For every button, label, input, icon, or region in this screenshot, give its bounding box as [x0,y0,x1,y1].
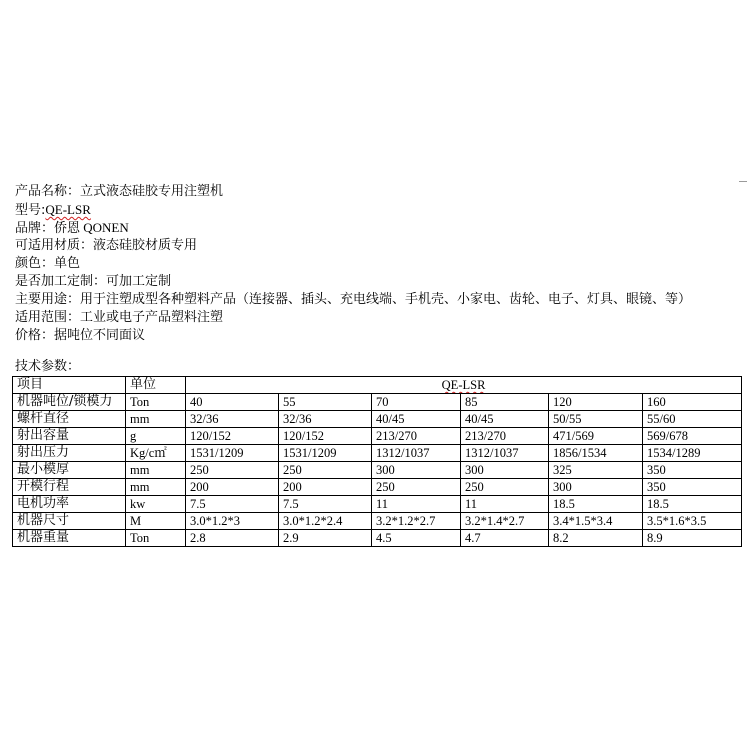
row-value: 4.5 [372,530,461,547]
label: 价格： [15,328,55,343]
row-value: 8.9 [643,530,742,547]
label: 产品名称： [15,184,81,199]
row-value: 213/270 [461,428,549,445]
row-value: 120 [549,394,643,411]
row-item: 机器尺寸 [13,513,126,530]
row-unit: kw [126,496,186,513]
row-value: 4.7 [461,530,549,547]
row-value: 3.0*1.2*2.4 [279,513,372,530]
row-unit: Kg/c㎡ [126,445,186,462]
info-line-price [15,327,740,345]
row-value: 325 [549,462,643,479]
row-value: 1856/1534 [549,445,643,462]
row-value: 200 [279,479,372,496]
row-value: 213/270 [372,428,461,445]
row-item: 射出压力 [13,445,126,462]
header-model [186,377,742,394]
header-model-text: QE-LSR [441,378,486,392]
label: 适用范围： [15,310,81,325]
row-unit: mm [126,479,186,496]
value: 可加工定制 [106,274,172,289]
label: 型号: [15,203,46,218]
row-value: 3.2*1.2*2.7 [372,513,461,530]
row-value: 11 [372,496,461,513]
row-item: 开模行程 [13,479,126,496]
row-value: 3.0*1.2*3 [186,513,279,530]
label: 可适用材质： [15,238,94,253]
value: 据吨位不同面议 [54,328,146,343]
table-row [13,496,742,513]
page-edge-mark [739,181,747,182]
row-value: 569/678 [643,428,742,445]
row-value: 120/152 [279,428,372,445]
row-value: 3.4*1.5*3.4 [549,513,643,530]
row-value: 70 [372,394,461,411]
row-item: 机器重量 [13,530,126,547]
value: QE-LSR [45,202,91,217]
row-value: 40/45 [461,411,549,428]
row-value: 1531/1209 [279,445,372,462]
row-value: 300 [549,479,643,496]
row-value: 11 [461,496,549,513]
row-value: 250 [279,462,372,479]
table-row [13,479,742,496]
row-value: 40 [186,394,279,411]
tech-params-table [12,376,742,547]
row-value: 2.9 [279,530,372,547]
row-unit: g [126,428,186,445]
table-row [13,445,742,462]
row-value: 200 [186,479,279,496]
row-value: 8.2 [549,530,643,547]
row-value: 55 [279,394,372,411]
info-line-material [15,237,740,255]
value: 用于注塑成型各种塑料产品（连接器、插头、充电线端、手机壳、小家电、齿轮、电子、灯具、眼镜、等） [80,292,692,307]
value: 工业或电子产品塑料注塑 [80,310,224,325]
section-title: 技术参数： [15,359,81,374]
row-value: 471/569 [549,428,643,445]
info-line-usage [15,291,740,309]
row-unit: Ton [126,394,186,411]
info-line-scope [15,309,740,327]
row-value: 300 [461,462,549,479]
row-value: 160 [643,394,742,411]
info-line-color [15,255,740,273]
table-header-row [13,377,742,394]
row-value: 1312/1037 [372,445,461,462]
table-row [13,394,742,411]
table-row [13,513,742,530]
row-value: 3.5*1.6*3.5 [643,513,742,530]
row-item: 螺杆直径 [13,411,126,428]
row-value: 250 [372,479,461,496]
row-value: 350 [643,479,742,496]
value: 立式液态硅胶专用注塑机 [80,184,224,199]
row-item: 机器吨位/锁模力 [13,394,126,411]
row-value: 1531/1209 [186,445,279,462]
row-value: 120/152 [186,428,279,445]
table-row [13,411,742,428]
row-unit: Ton [126,530,186,547]
row-value: 1534/1289 [643,445,742,462]
row-value: 7.5 [186,496,279,513]
row-value: 1312/1037 [461,445,549,462]
table-row [13,530,742,547]
info-line-custom [15,273,740,291]
row-unit: M [126,513,186,530]
table-row [13,428,742,445]
value: 液态硅胶材质专用 [93,238,198,253]
info-line-name [15,183,740,201]
product-info [15,183,740,345]
row-value: 7.5 [279,496,372,513]
row-value: 250 [186,462,279,479]
header-unit: 单位 [126,377,186,394]
table-row [13,462,742,479]
row-item: 最小模厚 [13,462,126,479]
row-value: 3.2*1.4*2.7 [461,513,549,530]
info-line-model [15,201,740,219]
row-value: 32/36 [186,411,279,428]
row-value: 18.5 [643,496,742,513]
row-value: 250 [461,479,549,496]
row-value: 85 [461,394,549,411]
row-unit: mm [126,411,186,428]
info-line-brand [15,219,740,237]
label: 主要用途： [15,292,81,307]
row-value: 50/55 [549,411,643,428]
row-unit: mm [126,462,186,479]
row-value: 18.5 [549,496,643,513]
label: 颜色： [15,256,55,271]
row-value: 300 [372,462,461,479]
label: 品牌： [15,221,55,236]
row-item: 电机功率 [13,496,126,513]
value: 单色 [54,256,81,271]
row-value: 350 [643,462,742,479]
row-value: 2.8 [186,530,279,547]
row-value: 40/45 [372,411,461,428]
header-item: 项目 [13,377,126,394]
row-item: 射出容量 [13,428,126,445]
label: 是否加工定制： [15,274,107,289]
row-value: 55/60 [643,411,742,428]
value: 侨恩 QONEN [54,220,129,235]
row-value: 32/36 [279,411,372,428]
